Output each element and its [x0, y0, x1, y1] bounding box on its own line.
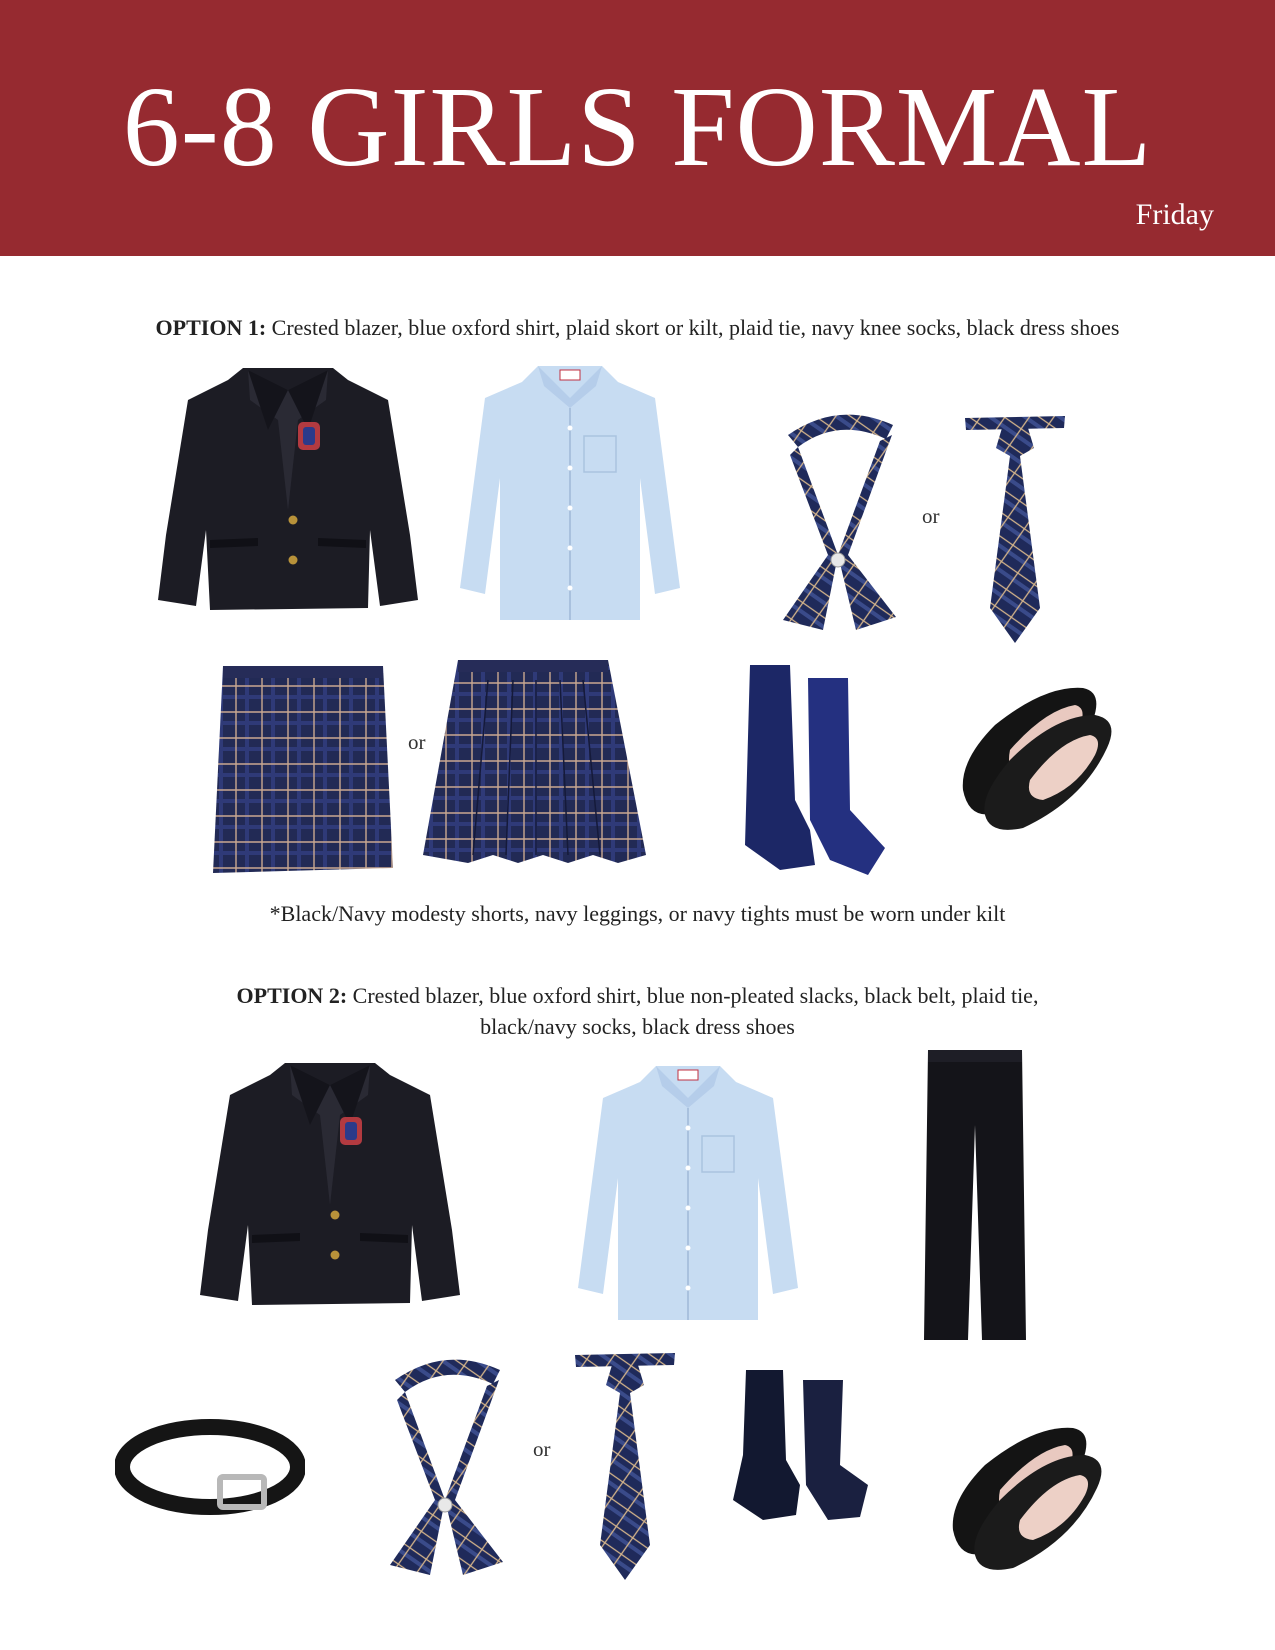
necktie-image-2	[570, 1345, 680, 1585]
or-text-skirt: or	[408, 730, 426, 754]
slacks-image	[920, 1045, 1030, 1345]
option1-caption	[0, 312, 1275, 343]
cross-tie-image-2	[375, 1350, 515, 1580]
or-text-tie: or	[922, 504, 940, 528]
crew-socks-image	[728, 1365, 878, 1525]
or-text-tie-2: or	[533, 1437, 551, 1461]
oxford-shirt-image	[450, 358, 690, 628]
skort-image	[208, 658, 398, 878]
option2-text-line2: black/navy socks, black dress shoes	[480, 1014, 795, 1039]
page-subtitle: Friday	[1135, 198, 1214, 231]
belt-image	[115, 1415, 305, 1525]
option2-label: OPTION 2:	[236, 983, 348, 1008]
header-banner	[0, 0, 1275, 256]
option2-caption	[0, 980, 1275, 1042]
option1-label: OPTION 1:	[155, 315, 267, 340]
blazer-image	[148, 360, 428, 620]
cross-tie-image	[768, 405, 908, 635]
oxford-shirt-image-2	[568, 1058, 808, 1328]
page-title: 6-8 GIRLS FORMAL	[122, 63, 1153, 190]
option2-text-line1: Crested blazer, blue oxford shirt, blue non-pleated slacks, black belt, plaid tie,	[347, 983, 1039, 1008]
flat-shoes-image-2	[945, 1420, 1115, 1570]
modesty-note: *Black/Navy modesty shorts, navy leggings, or navy tights must be worn under kilt	[269, 901, 1006, 926]
flat-shoes-image	[955, 680, 1125, 830]
knee-socks-image	[740, 660, 890, 880]
option1-text: Crested blazer, blue oxford shirt, plaid skort or kilt, plaid tie, navy knee socks, black dress shoes	[266, 315, 1120, 340]
blazer-image-2	[190, 1055, 470, 1315]
kilt-image	[418, 655, 648, 870]
necktie-image	[960, 408, 1070, 648]
